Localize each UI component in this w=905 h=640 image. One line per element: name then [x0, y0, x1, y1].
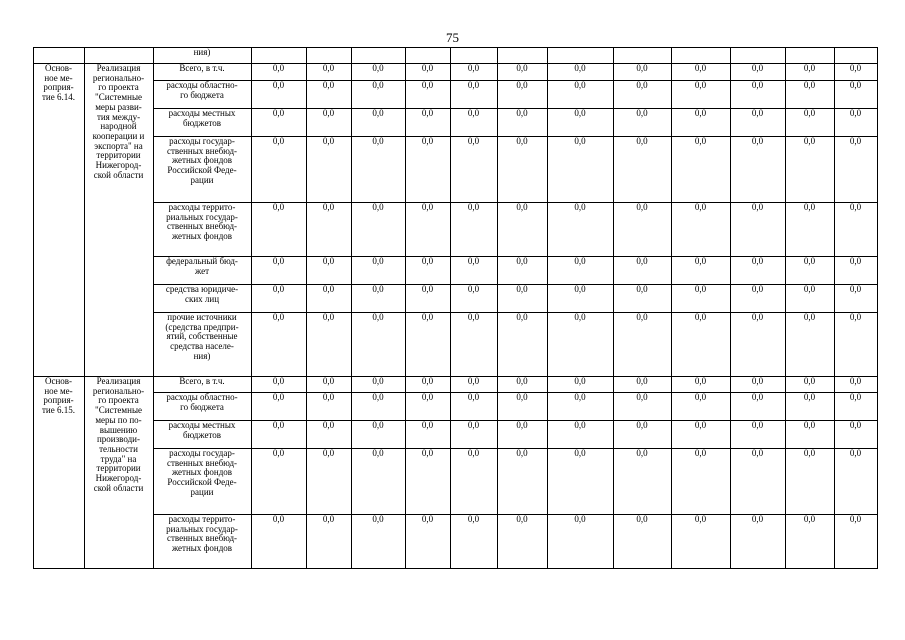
value-cell: 0,0: [751, 136, 764, 146]
value-cell: 0,0: [636, 136, 648, 146]
value-cell: 0,0: [467, 136, 480, 146]
value-cell: 0,0: [421, 312, 434, 322]
value-cell: 0,0: [272, 63, 285, 73]
value-cell: 0,0: [421, 108, 434, 118]
value-cell: 0,0: [803, 202, 816, 212]
value-cell: 0,0: [694, 136, 707, 146]
value-cell: 0,0: [516, 63, 528, 73]
funding-source-cell: расходы государ- ственных внебюд- жетных фондов Российской Феде- рации: [166, 448, 238, 497]
value-cell: 0,0: [467, 202, 480, 212]
value-cell: 0,0: [516, 392, 528, 402]
value-cell: 0,0: [372, 514, 384, 524]
value-cell: 0,0: [803, 448, 816, 458]
value-cell: 0,0: [272, 448, 285, 458]
value-cell: 0,0: [574, 448, 586, 458]
value-cell: 0,0: [751, 256, 764, 266]
value-cell: 0,0: [421, 392, 434, 402]
funding-source-cell: расходы областно- го бюджета: [166, 392, 238, 412]
value-cell: 0,0: [694, 202, 707, 212]
value-cell: 0,0: [421, 256, 434, 266]
value-cell: 0,0: [516, 514, 528, 524]
value-cell: 0,0: [322, 136, 335, 146]
value-cell: 0,0: [467, 80, 480, 90]
value-cell: 0,0: [849, 514, 862, 524]
value-cell: 0,0: [574, 312, 586, 322]
value-cell: 0,0: [421, 514, 434, 524]
value-cell: 0,0: [574, 284, 586, 294]
value-cell: 0,0: [372, 376, 384, 386]
value-cell: 0,0: [803, 63, 816, 73]
value-cell: 0,0: [751, 448, 764, 458]
value-cell: 0,0: [516, 448, 528, 458]
value-cell: 0,0: [849, 256, 862, 266]
value-cell: 0,0: [636, 514, 648, 524]
value-cell: 0,0: [751, 392, 764, 402]
value-cell: 0,0: [322, 284, 335, 294]
value-cell: 0,0: [421, 420, 434, 430]
funding-source-cell: расходы местных бюджетов: [168, 420, 236, 440]
value-cell: 0,0: [574, 108, 586, 118]
value-cell: 0,0: [467, 376, 480, 386]
value-cell: 0,0: [849, 202, 862, 212]
funding-source-cell: расходы террито- риальных государ- ственных внебюд- жетных фондов: [166, 202, 238, 242]
value-cell: 0,0: [636, 284, 648, 294]
value-cell: 0,0: [803, 284, 816, 294]
value-cell: 0,0: [574, 420, 586, 430]
value-cell: 0,0: [574, 376, 586, 386]
value-cell: 0,0: [322, 312, 335, 322]
value-cell: 0,0: [272, 392, 285, 402]
value-cell: 0,0: [272, 420, 285, 430]
value-cell: 0,0: [694, 312, 707, 322]
value-cell: 0,0: [751, 420, 764, 430]
value-cell: 0,0: [694, 376, 707, 386]
value-cell: 0,0: [574, 514, 586, 524]
value-cell: 0,0: [849, 284, 862, 294]
value-cell: 0,0: [322, 202, 335, 212]
value-cell: 0,0: [694, 108, 707, 118]
continuation-cell: ния): [193, 47, 211, 57]
value-cell: 0,0: [803, 136, 816, 146]
value-cell: 0,0: [322, 514, 335, 524]
value-cell: 0,0: [272, 136, 285, 146]
value-cell: 0,0: [751, 312, 764, 322]
value-cell: 0,0: [636, 63, 648, 73]
value-cell: 0,0: [516, 80, 528, 90]
value-cell: 0,0: [636, 420, 648, 430]
project-name-cell: Реализация регионально- го проекта "Системные меры по по- вышению производи- тельности труда" на территории Нижегород- ской области: [92, 376, 145, 493]
funding-source-cell: прочие источники (средства предпри- ятий, собственные средства населе- ния): [165, 312, 239, 361]
value-cell: 0,0: [751, 202, 764, 212]
value-cell: 0,0: [516, 312, 528, 322]
value-cell: 0,0: [372, 63, 384, 73]
value-cell: 0,0: [467, 312, 480, 322]
funding-source-cell: Всего, в т.ч.: [179, 376, 225, 386]
value-cell: 0,0: [421, 448, 434, 458]
funding-source-cell: расходы государ- ственных внебюд- жетных фондов Российской Феде- рации: [166, 136, 238, 185]
value-cell: 0,0: [421, 80, 434, 90]
value-cell: 0,0: [322, 376, 335, 386]
value-cell: 0,0: [849, 448, 862, 458]
value-cell: 0,0: [636, 448, 648, 458]
value-cell: 0,0: [849, 108, 862, 118]
value-cell: 0,0: [574, 392, 586, 402]
value-cell: 0,0: [803, 80, 816, 90]
value-cell: 0,0: [322, 392, 335, 402]
value-cell: 0,0: [694, 448, 707, 458]
value-cell: 0,0: [467, 63, 480, 73]
value-cell: 0,0: [272, 284, 285, 294]
value-cell: 0,0: [421, 136, 434, 146]
value-cell: 0,0: [272, 514, 285, 524]
value-cell: 0,0: [849, 136, 862, 146]
value-cell: 0,0: [322, 80, 335, 90]
page-number: 75: [446, 30, 459, 45]
value-cell: 0,0: [751, 376, 764, 386]
value-cell: 0,0: [694, 514, 707, 524]
value-cell: 0,0: [272, 202, 285, 212]
value-cell: 0,0: [636, 376, 648, 386]
value-cell: 0,0: [467, 284, 480, 294]
value-cell: 0,0: [467, 420, 480, 430]
value-cell: 0,0: [803, 376, 816, 386]
activity-cell: Основ- ное ме- роприя- тие 6.15.: [42, 376, 75, 416]
value-cell: 0,0: [516, 420, 528, 430]
value-cell: 0,0: [421, 63, 434, 73]
value-cell: 0,0: [467, 514, 480, 524]
value-cell: 0,0: [272, 376, 285, 386]
value-cell: 0,0: [694, 80, 707, 90]
value-cell: 0,0: [322, 63, 335, 73]
value-cell: 0,0: [372, 420, 384, 430]
value-cell: 0,0: [849, 312, 862, 322]
value-cell: 0,0: [322, 420, 335, 430]
funding-source-cell: расходы местных бюджетов: [168, 108, 236, 128]
value-cell: 0,0: [751, 284, 764, 294]
value-cell: 0,0: [372, 80, 384, 90]
value-cell: 0,0: [322, 448, 335, 458]
value-cell: 0,0: [372, 284, 384, 294]
value-cell: 0,0: [372, 136, 384, 146]
funding-source-cell: расходы террито- риальных государ- ственных внебюд- жетных фондов: [166, 514, 238, 554]
column-border: [877, 47, 878, 569]
value-cell: 0,0: [516, 284, 528, 294]
value-cell: 0,0: [516, 256, 528, 266]
value-cell: 0,0: [849, 376, 862, 386]
value-cell: 0,0: [694, 256, 707, 266]
value-cell: 0,0: [574, 63, 586, 73]
funding-source-cell: расходы областно- го бюджета: [166, 80, 238, 100]
value-cell: 0,0: [372, 108, 384, 118]
value-cell: 0,0: [694, 284, 707, 294]
value-cell: 0,0: [636, 80, 648, 90]
block-border: [33, 568, 878, 569]
value-cell: 0,0: [421, 202, 434, 212]
value-cell: 0,0: [636, 392, 648, 402]
value-cell: 0,0: [372, 312, 384, 322]
value-cell: 0,0: [636, 202, 648, 212]
value-cell: 0,0: [636, 312, 648, 322]
value-cell: 0,0: [803, 312, 816, 322]
value-cell: 0,0: [322, 256, 335, 266]
value-cell: 0,0: [372, 448, 384, 458]
value-cell: 0,0: [372, 392, 384, 402]
value-cell: 0,0: [467, 392, 480, 402]
value-cell: 0,0: [694, 420, 707, 430]
project-name-cell: Реализация регионально- го проекта "Системные меры разви- тия между- народной кооперации и экспорта" на территории Нижегород- ской области: [92, 63, 145, 180]
value-cell: 0,0: [849, 420, 862, 430]
value-cell: 0,0: [803, 256, 816, 266]
value-cell: 0,0: [751, 80, 764, 90]
value-cell: 0,0: [272, 312, 285, 322]
value-cell: 0,0: [751, 514, 764, 524]
funding-source-cell: Всего, в т.ч.: [179, 63, 225, 73]
value-cell: 0,0: [421, 376, 434, 386]
value-cell: 0,0: [516, 376, 528, 386]
value-cell: 0,0: [694, 63, 707, 73]
value-cell: 0,0: [803, 514, 816, 524]
value-cell: 0,0: [636, 256, 648, 266]
value-cell: 0,0: [322, 108, 335, 118]
value-cell: 0,0: [574, 256, 586, 266]
activity-cell: Основ- ное ме- роприя- тие 6.14.: [42, 63, 75, 103]
value-cell: 0,0: [467, 256, 480, 266]
value-cell: 0,0: [694, 392, 707, 402]
value-cell: 0,0: [467, 448, 480, 458]
value-cell: 0,0: [516, 136, 528, 146]
value-cell: 0,0: [803, 392, 816, 402]
funding-source-cell: средства юридиче- ских лиц: [165, 284, 239, 304]
funding-source-cell: федеральный бюд- жет: [166, 256, 238, 276]
value-cell: 0,0: [272, 108, 285, 118]
value-cell: 0,0: [516, 202, 528, 212]
value-cell: 0,0: [272, 80, 285, 90]
value-cell: 0,0: [421, 284, 434, 294]
value-cell: 0,0: [574, 136, 586, 146]
value-cell: 0,0: [849, 63, 862, 73]
value-cell: 0,0: [574, 80, 586, 90]
value-cell: 0,0: [272, 256, 285, 266]
value-cell: 0,0: [467, 108, 480, 118]
value-cell: 0,0: [849, 392, 862, 402]
value-cell: 0,0: [803, 420, 816, 430]
value-cell: 0,0: [516, 108, 528, 118]
value-cell: 0,0: [636, 108, 648, 118]
value-cell: 0,0: [372, 202, 384, 212]
value-cell: 0,0: [849, 80, 862, 90]
value-cell: 0,0: [751, 63, 764, 73]
value-cell: 0,0: [574, 202, 586, 212]
value-cell: 0,0: [372, 256, 384, 266]
value-cell: 0,0: [751, 108, 764, 118]
value-cell: 0,0: [803, 108, 816, 118]
